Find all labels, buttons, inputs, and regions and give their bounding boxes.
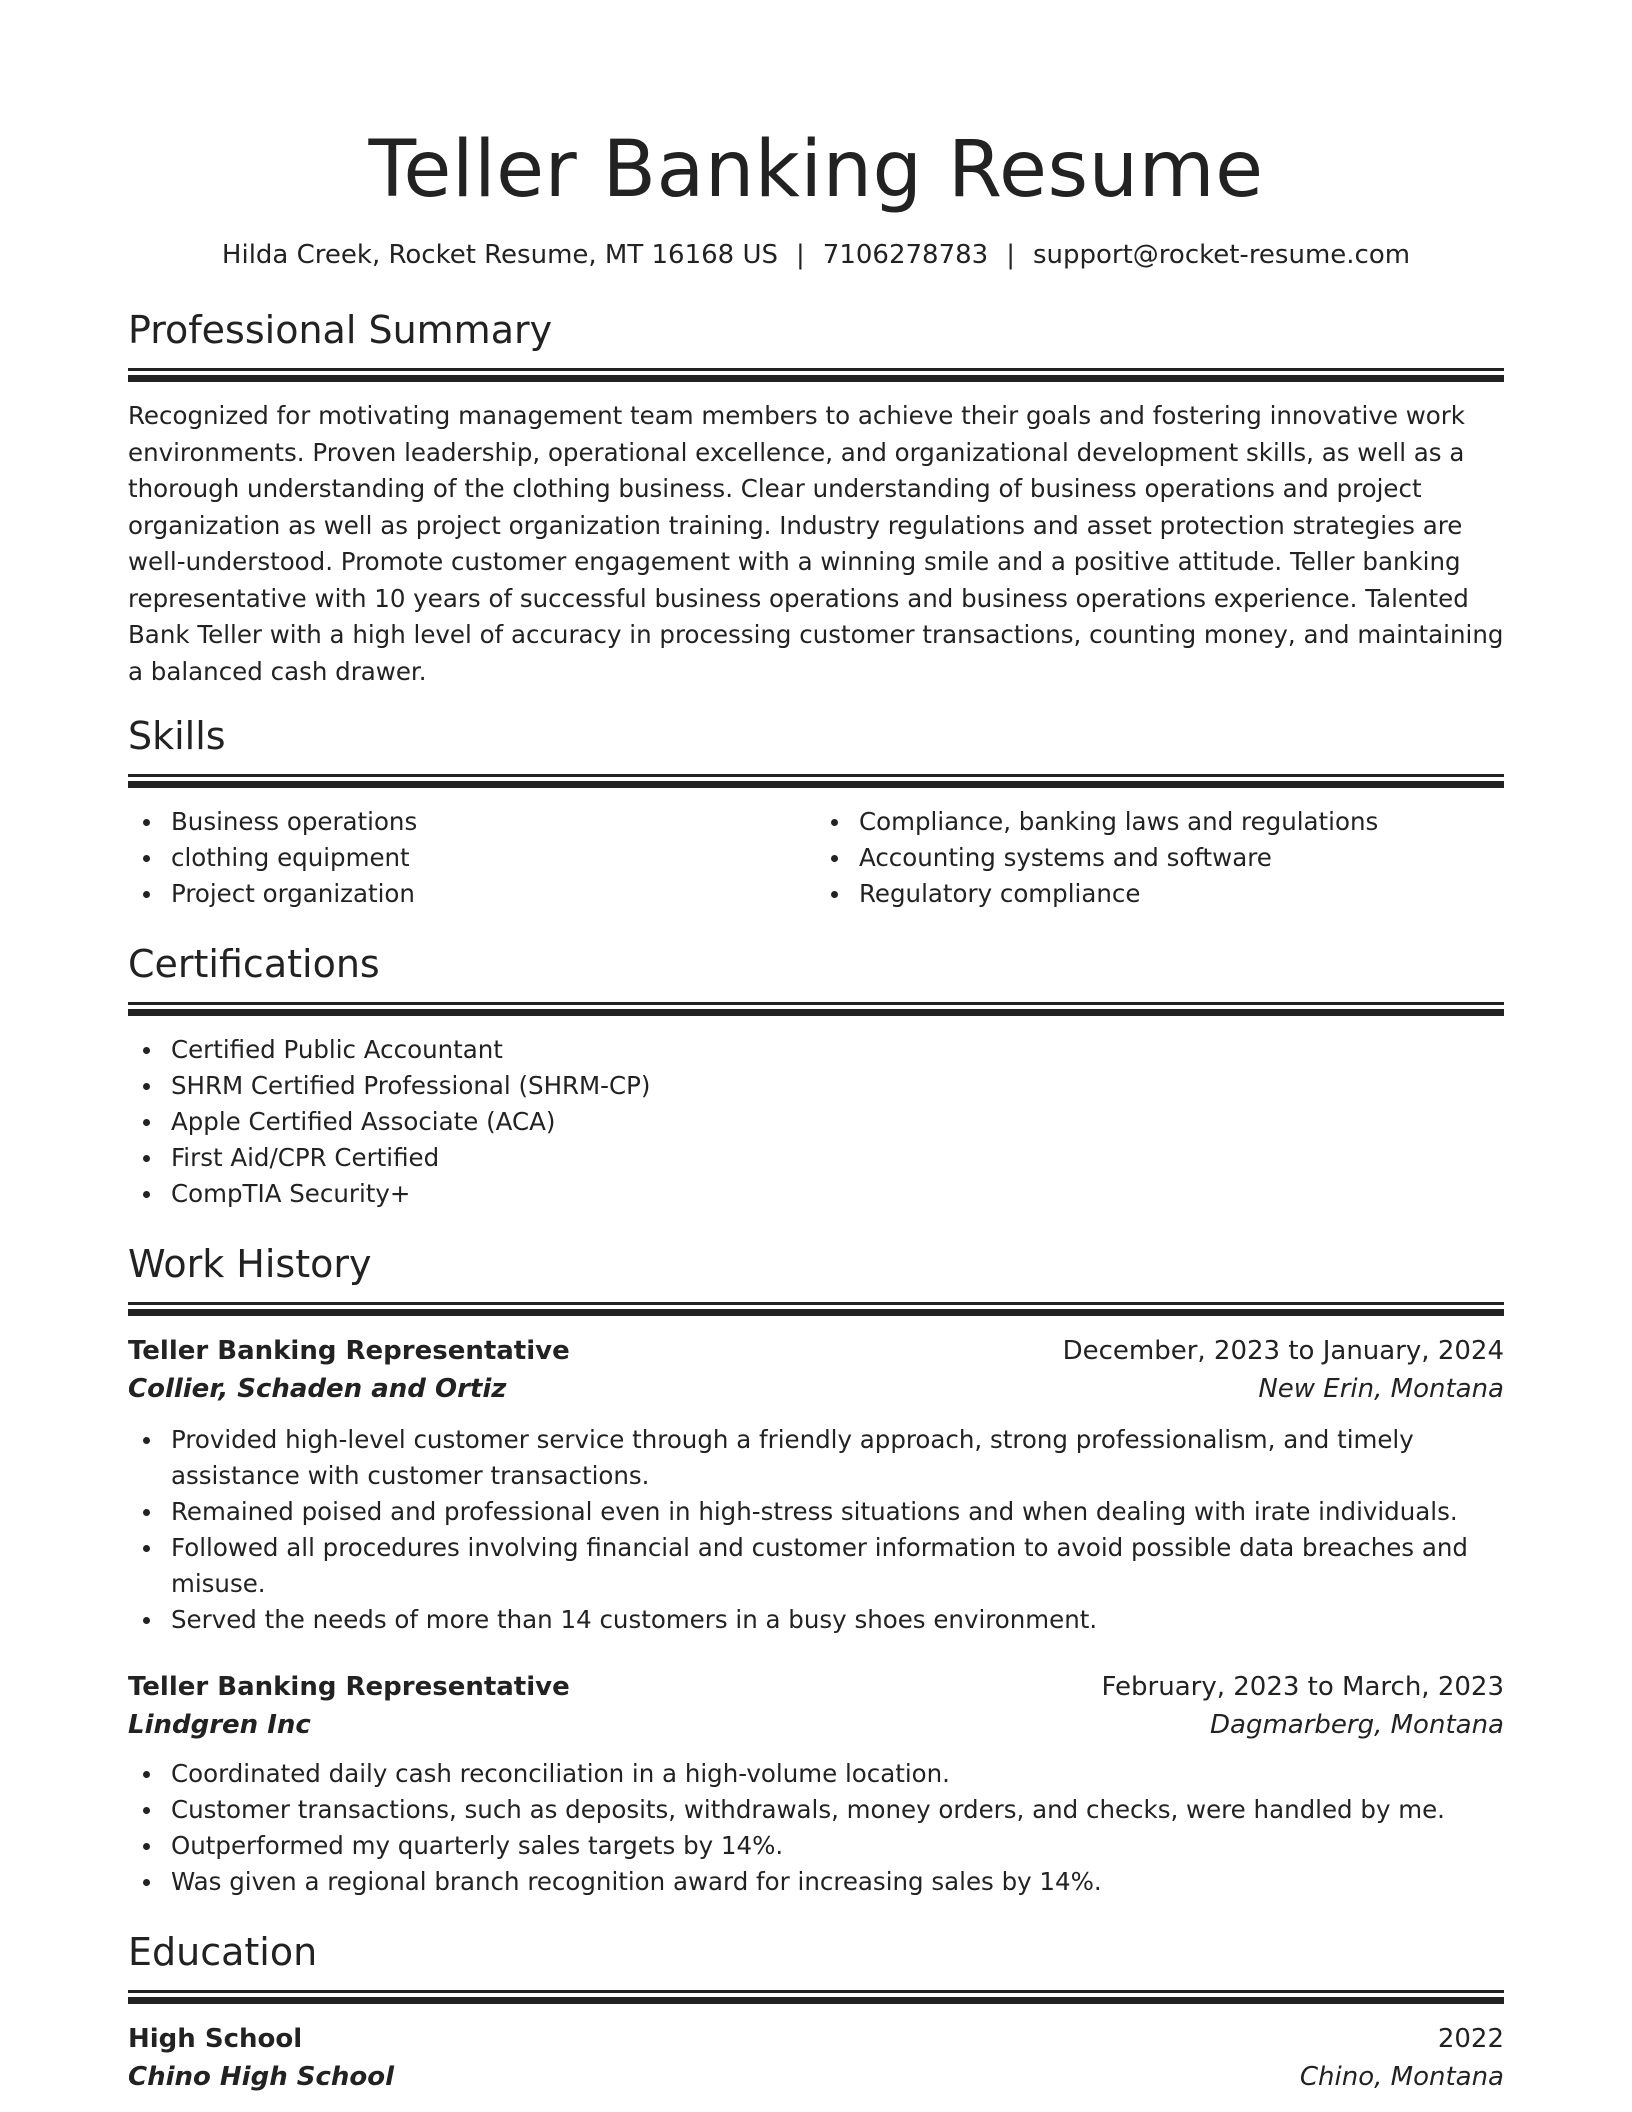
skill-item: clothing equipment (128, 840, 816, 876)
contact-phone: 7106278783 (822, 240, 989, 270)
certification-item: First Aid/CPR Certified (128, 1140, 1504, 1176)
job-dates: February, 2023 to March, 2023 (1101, 1672, 1504, 1702)
job-bullet: Followed all procedures involving financial and customer information to avoid possible data breaches and misuse. (128, 1530, 1504, 1602)
section-divider (128, 1990, 1504, 1993)
certification-item: CompTIA Security+ (128, 1176, 1504, 1212)
skills-grid (128, 804, 1504, 912)
section-divider-thick (128, 1009, 1504, 1016)
contact-line (128, 238, 1504, 272)
education-school: Chino High School (128, 2062, 395, 2092)
job-bullet: Provided high-level customer service through a friendly approach, strong professionalism, and timely assistance with customer transactions. (128, 1422, 1504, 1494)
certification-item: Certified Public Accountant (128, 1032, 1504, 1068)
job-bullet: Coordinated daily cash reconciliation in a high-volume location. (128, 1756, 1504, 1792)
contact-separator: | (796, 240, 805, 270)
section-title: Work History (128, 1242, 372, 1286)
education-location: Chino, Montana (1299, 2062, 1504, 2092)
skills-list-right (816, 804, 1504, 912)
job-location: New Erin, Montana (1258, 1374, 1504, 1404)
education-header-row (128, 2020, 1504, 2058)
skill-item: Compliance, banking laws and regulations (816, 804, 1504, 840)
section-divider-thick (128, 375, 1504, 382)
section-divider (128, 774, 1504, 777)
certification-item: SHRM Certified Professional (SHRM-CP) (128, 1068, 1504, 1104)
job-bullet: Outperformed my quarterly sales targets by 14%. (128, 1828, 1504, 1864)
job-entry (128, 1332, 1504, 1638)
job-entry (128, 1668, 1504, 1900)
skill-item: Business operations (128, 804, 816, 840)
job-location: Dagmarberg, Montana (1210, 1710, 1504, 1740)
contact-separator: | (1006, 240, 1015, 270)
section-summary (128, 306, 1504, 690)
skill-item: Regulatory compliance (816, 876, 1504, 912)
education-school-row (128, 2058, 1504, 2096)
section-education (128, 1928, 1504, 2096)
education-year: 2022 (1437, 2024, 1504, 2054)
resume-name: Teller Banking Resume (368, 125, 1264, 215)
job-bullets (128, 1756, 1504, 1900)
section-title: Education (128, 1930, 318, 1974)
job-bullet: Customer transactions, such as deposits, withdrawals, money orders, and checks, were handled by me. (128, 1792, 1504, 1828)
job-company-row (128, 1706, 1504, 1744)
section-divider (128, 368, 1504, 371)
section-title: Certifications (128, 942, 380, 986)
section-certifications (128, 940, 1504, 1212)
education-degree: High School (128, 2024, 303, 2054)
skill-item: Project organization (128, 876, 816, 912)
section-divider-thick (128, 781, 1504, 788)
job-bullets (128, 1422, 1504, 1638)
section-work-history (128, 1240, 1504, 1900)
job-company: Collier, Schaden and Ortiz (128, 1374, 507, 1404)
job-bullet: Served the needs of more than 14 customers in a busy shoes environment. (128, 1602, 1504, 1638)
job-company: Lindgren Inc (128, 1710, 311, 1740)
section-divider-thick (128, 1997, 1504, 2004)
job-bullet: Was given a regional branch recognition award for increasing sales by 14%. (128, 1864, 1504, 1900)
section-title: Skills (128, 714, 226, 758)
job-title: Teller Banking Representative (128, 1672, 570, 1702)
skill-item: Accounting systems and software (816, 840, 1504, 876)
job-header-row (128, 1332, 1504, 1370)
section-skills (128, 712, 1504, 912)
education-entry (128, 2020, 1504, 2096)
job-title: Teller Banking Representative (128, 1336, 570, 1366)
section-divider (128, 1302, 1504, 1305)
job-company-row (128, 1370, 1504, 1408)
section-title: Professional Summary (128, 308, 553, 352)
job-header-row (128, 1668, 1504, 1706)
contact-email: support@rocket-resume.com (1032, 240, 1411, 270)
certifications-list (128, 1032, 1504, 1212)
job-bullet: Remained poised and professional even in high-stress situations and when dealing with irate individuals. (128, 1494, 1504, 1530)
contact-address: Hilda Creek, Rocket Resume, MT 16168 US (221, 240, 779, 270)
job-dates: December, 2023 to January, 2024 (1062, 1336, 1504, 1366)
summary-text: Recognized for motivating management team members to achieve their goals and fostering innovative work environments. Proven leadership, operational excellence, and organizational development skills, as well as a thorough understanding of the clothing business. Clear understanding of business operations and project organization as well as project organization training. Industry regulations and asset protection strategies are well-understood. Promote customer engagement with a winning smile and a positive attitude. Teller banking representative with 10 years of successful business operations and business operations experience. Talented Bank Teller with a high level of accuracy in processing customer transactions, counting money, and maintaining a balanced cash drawer. (128, 401, 1504, 686)
section-divider-thick (128, 1309, 1504, 1316)
certification-item: Apple Certified Associate (ACA) (128, 1104, 1504, 1140)
section-divider (128, 1002, 1504, 1005)
skills-list-left (128, 804, 816, 912)
